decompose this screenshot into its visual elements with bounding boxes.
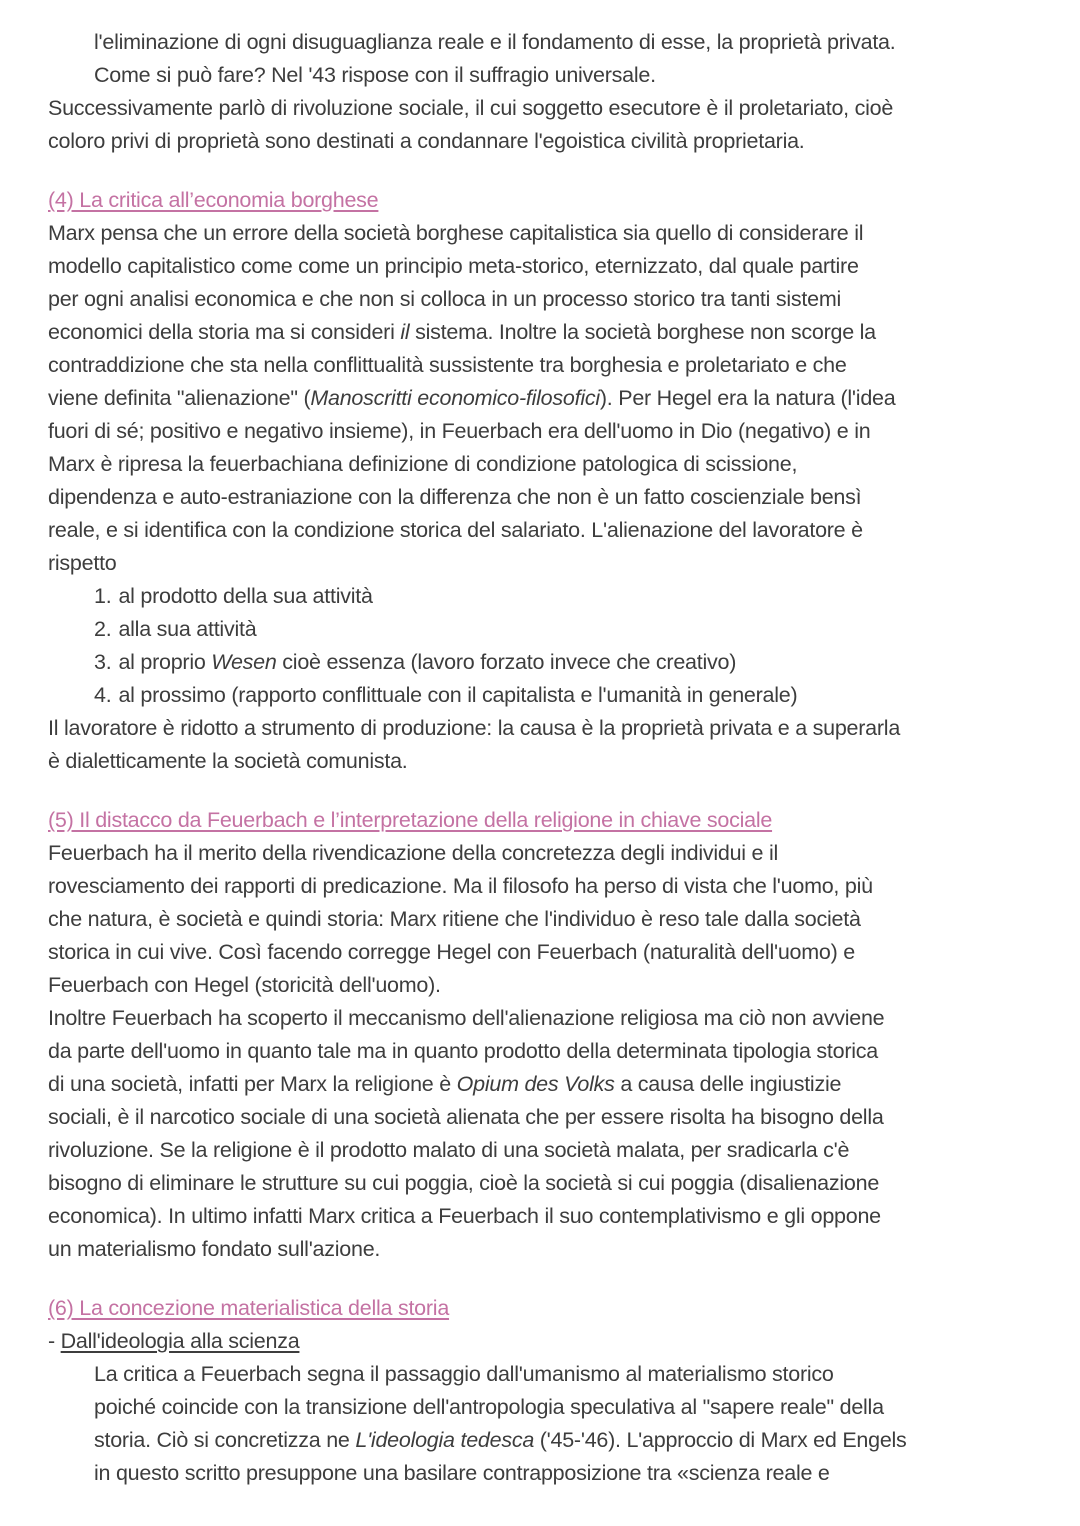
text-run: poiché coincide con la transizione dell'antropologia speculativa al "sapere reale" della	[94, 1395, 884, 1419]
text-run: al prossimo (rapporto conflittuale con il capitalista e l'umanità in generale)	[118, 683, 798, 707]
text-run: a causa delle ingiustizie	[614, 1072, 842, 1096]
text-run: storica in cui vive. Così facendo corregge Hegel con Feuerbach (naturalità dell'uomo) e	[48, 940, 855, 964]
italic-text-run: Opium des Volks	[456, 1072, 615, 1096]
text-run: ('45-'46). L'approccio di Marx ed Engels	[534, 1428, 907, 1452]
text-run: di una società, infatti per Marx la religione è	[48, 1072, 457, 1096]
text-run: per ogni analisi economica e che non si colloca in un processo storico tra tanti sistemi	[48, 287, 842, 311]
section-4-heading	[48, 184, 1032, 217]
italic-text-run: L'ideologia tedesca	[355, 1428, 535, 1452]
section-4-paragraph	[48, 217, 1032, 580]
text-run: al prodotto della sua attività	[118, 584, 373, 608]
text-run: che natura, è società e quindi storia: Marx ritiene che l'individuo è reso tale dalla società	[48, 907, 861, 931]
text-run: Il lavoratore è ridotto a strumento di produzione: la causa è la proprietà privata e a superarla	[48, 716, 901, 740]
text-run: Inoltre Feuerbach ha scoperto il meccanismo dell'alienazione religiosa ma ciò non avviene	[48, 1006, 885, 1030]
text-run: al proprio	[118, 650, 212, 674]
list-item	[48, 646, 1032, 679]
dash-prefix: -	[48, 1329, 61, 1353]
text-run: è dialetticamente la società comunista.	[48, 749, 408, 773]
subheading-label: Dall'ideologia alla scienza	[60, 1329, 300, 1353]
alienation-list	[48, 580, 1032, 712]
list-item	[48, 613, 1032, 646]
section-6-paragraph	[48, 1358, 1032, 1490]
list-number: 4.	[94, 683, 112, 707]
text-run: fuori di sé; positivo e negativo insieme), in Feuerbach era dell'uomo in Dio (negativo) e in	[48, 419, 871, 443]
text-run: dipendenza e auto-estraniazione con la differenza che non è un fatto coscienziale bensì	[48, 485, 862, 509]
text-run: contraddizione che sta nella conflittualità sussistente tra borghesia e proletariato e che	[48, 353, 847, 377]
text-run: La critica a Feuerbach segna il passaggio dall'umanismo al materialismo storico	[94, 1362, 834, 1386]
intro-paragraph	[48, 92, 1032, 158]
text-run: Feuerbach ha il merito della rivendicazione della concretezza degli individui e il	[48, 841, 779, 865]
text-run: economica). In ultimo infatti Marx critica a Feuerbach il suo contemplativismo e gli oppone	[48, 1204, 881, 1228]
text-run: alla sua attività	[118, 617, 257, 641]
text-run: Successivamente parlò di rivoluzione sociale, il cui soggetto esecutore è il proletariato, cioè	[48, 96, 894, 120]
text-run: (6) La concezione materialistica della storia	[48, 1296, 450, 1320]
text-run: Marx pensa che un errore della società borghese capitalistica sia quello di considerare il	[48, 221, 864, 245]
text-run: in questo scritto presuppone una basilare contrapposizione tra «scienza reale e	[94, 1461, 830, 1485]
text-run: l'eliminazione di ogni disuguaglianza reale e il fondamento di esse, la proprietà privata.	[94, 30, 896, 54]
text-run: coloro privi di proprietà sono destinati a condannare l'egoistica civilità proprietaria.	[48, 129, 805, 153]
text-run: sistema. Inoltre la società borghese non scorge la	[409, 320, 876, 344]
text-run: sociali, è il narcotico sociale di una società alienata che per essere risolta ha bisogno della	[48, 1105, 884, 1129]
text-run: bisogno di eliminare le strutture su cui poggia, cioè la società si cui poggia (disalienazione	[48, 1171, 880, 1195]
text-run: storia. Ciò si concretizza ne	[94, 1428, 356, 1452]
italic-text-run: Manoscritti economico-filosofici	[310, 386, 600, 410]
list-number: 3.	[94, 650, 112, 674]
text-run: (4) La critica all’economia borghese	[48, 188, 379, 212]
text-run: rispetto	[48, 551, 117, 575]
italic-text-run: il	[400, 320, 410, 344]
text-run: rivoluzione. Se la religione è il prodotto malato di una società malata, per sradicarla c'è	[48, 1138, 850, 1162]
italic-text-run: Wesen	[211, 650, 277, 674]
text-run: Marx è ripresa la feuerbachiana definizione di condizione patologica di scissione,	[48, 452, 798, 476]
text-run: modello capitalistico come come un principio meta-storico, eternizzato, dal quale partire	[48, 254, 859, 278]
list-item	[48, 580, 1032, 613]
section-5-paragraph-1	[48, 837, 1032, 1002]
list-item	[48, 679, 1032, 712]
text-run: un materialismo fondato sull'azione.	[48, 1237, 381, 1261]
text-run: Feuerbach con Hegel (storicità dell'uomo).	[48, 973, 441, 997]
list-number: 2.	[94, 617, 112, 641]
text-run: rovesciamento dei rapporti di predicazione. Ma il filosofo ha perso di vista che l'uomo, più	[48, 874, 873, 898]
section-6-subheading	[48, 1325, 1032, 1358]
text-run: ). Per Hegel era la natura (l'idea	[599, 386, 896, 410]
section-5-paragraph-2	[48, 1002, 1032, 1266]
text-run: cioè essenza (lavoro forzato invece che creativo)	[276, 650, 737, 674]
list-number: 1.	[94, 584, 112, 608]
section-4-conclusion	[48, 712, 1032, 778]
text-run: reale, e si identifica con la condizione storica del salariato. L'alienazione del lavoratore è	[48, 518, 863, 542]
text-run: economici della storia ma si consideri	[48, 320, 401, 344]
text-run: (5) Il distacco da Feuerbach e l’interpretazione della religione in chiave sociale	[48, 808, 773, 832]
text-run: da parte dell'uomo in quanto tale ma in quanto prodotto della determinata tipologia storica	[48, 1039, 878, 1063]
intro-line-1	[48, 26, 1032, 59]
text-run: viene definita "alienazione" (	[48, 386, 311, 410]
text-run: Come si può fare? Nel '43 rispose con il suffragio universale.	[94, 63, 656, 87]
section-6-heading	[48, 1292, 1032, 1325]
section-5-heading	[48, 804, 1032, 837]
intro-line-2	[48, 59, 1032, 92]
